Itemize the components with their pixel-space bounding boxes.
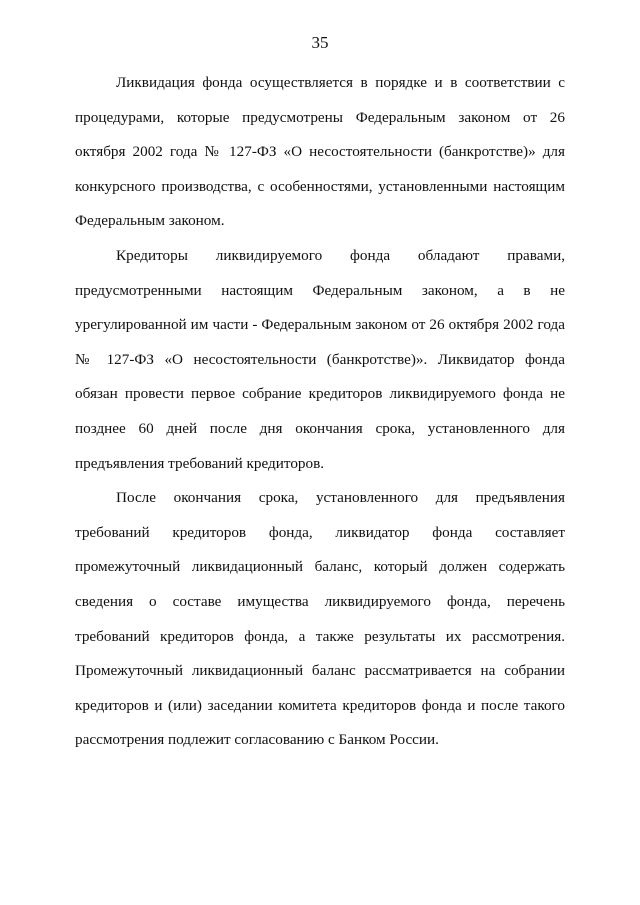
paragraph-creditors-rights: Кредиторы ликвидируемого фонда обладают правами, предусмотренными настоящим Федеральным законом, а в не урегулированной им части - Федеральным законом от 26 октября 2002 года № 127-ФЗ «О несостоятельности (банкротстве)». Ликвидатор фонда обязан провести первое собрание кредиторов ликвидируемого фонда не позднее 60 дней после дня окончания срока, установленного для предъявления требований кредиторов.: [75, 246, 565, 472]
paragraph-interim-balance: После окончания срока, установленного для предъявления требований кредиторов фонда, ликвидатор фонда составляет промежуточный ликвидационный баланс, который должен содержать сведения о составе имущества ликвидируемого фонда, перечень требований кредиторов фонда, а также результаты их рассмотрения. Промежуточный ликвидационный баланс рассматривается на собрании кредиторов и (или) заседании комитета кредиторов фонда и после такого рассмотрения подлежит согласованию с Банком России.: [75, 489, 565, 749]
page-number: 35: [311, 33, 329, 52]
paragraph-liquidation-procedure: Ликвидация фонда осуществляется в порядке и в соответствии с процедурами, которые предусмотрены Федеральным законом от 26 октября 2002 года № 127-ФЗ «О несостоятельности (банкротстве)» для конкурсного производства, с особенностями, установленными настоящим Федеральным законом.: [75, 74, 565, 230]
document-body: [75, 66, 565, 758]
